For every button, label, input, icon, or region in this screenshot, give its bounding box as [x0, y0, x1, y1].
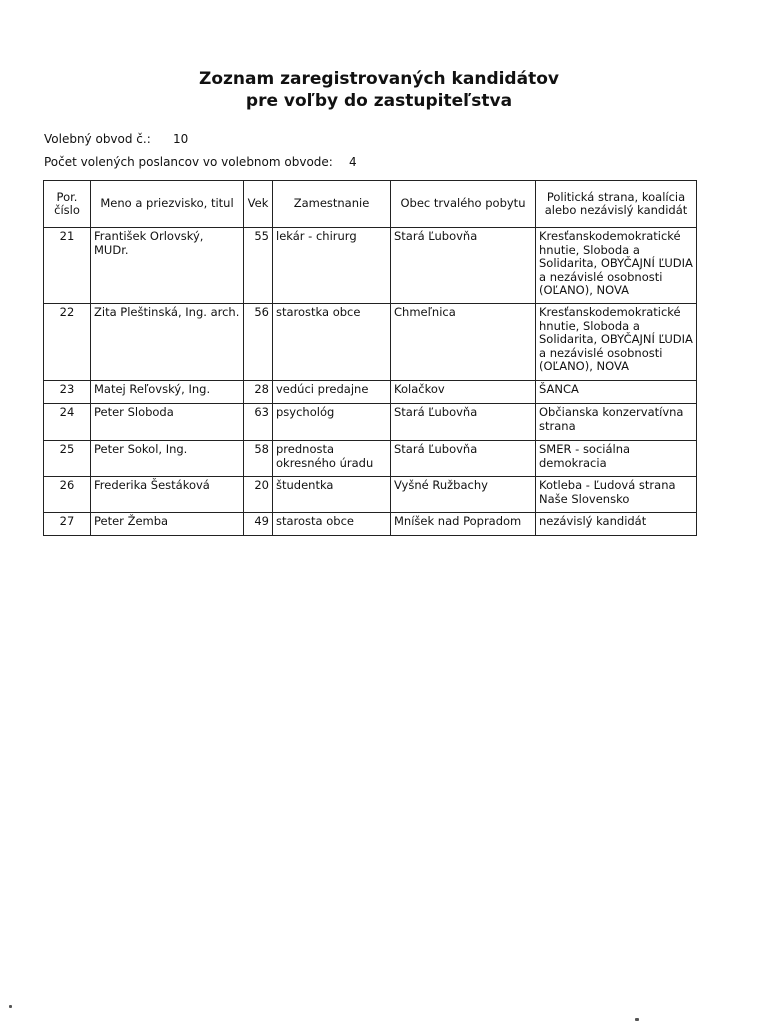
table-row	[44, 513, 697, 536]
cell-num: 24	[44, 404, 91, 441]
cell-job: psychológ	[273, 404, 391, 441]
cell-party: ŠANCA	[536, 381, 697, 404]
cell-name: Peter Sloboda	[91, 404, 244, 441]
scan-speck	[9, 1005, 12, 1008]
cell-name: Peter Žemba	[91, 513, 244, 536]
header-age: Vek	[244, 181, 273, 228]
cell-town: Stará Ľubovňa	[391, 441, 536, 477]
cell-name: František Orlovský, MUDr.	[91, 228, 244, 304]
seats-value: 4	[349, 155, 357, 169]
cell-num: 26	[44, 477, 91, 513]
cell-job: vedúci predajne	[273, 381, 391, 404]
table-row	[44, 441, 697, 477]
header-num: Por. číslo	[44, 181, 91, 228]
cell-age: 49	[244, 513, 273, 536]
table-row	[44, 381, 697, 404]
cell-town: Kolačkov	[391, 381, 536, 404]
cell-num: 25	[44, 441, 91, 477]
cell-name: Matej Reľovský, Ing.	[91, 381, 244, 404]
document-title	[0, 68, 758, 112]
seats-info	[44, 155, 357, 169]
district-value: 10	[173, 132, 189, 146]
cell-num: 22	[44, 304, 91, 381]
cell-town: Chmeľnica	[391, 304, 536, 381]
cell-party: Kresťanskodemokratické hnutie, Sloboda a Solidarita, OBYČAJNÍ ĽUDIA a nezávislé osobnosti (OĽANO), NOVA	[536, 228, 697, 304]
cell-town: Vyšné Ružbachy	[391, 477, 536, 513]
cell-job: lekár - chirurg	[273, 228, 391, 304]
cell-party: Kotleba - Ľudová strana Naše Slovensko	[536, 477, 697, 513]
cell-name: Zita Pleštinská, Ing. arch.	[91, 304, 244, 381]
header-town: Obec trvalého pobytu	[391, 181, 536, 228]
cell-age: 20	[244, 477, 273, 513]
cell-job: starosta obce	[273, 513, 391, 536]
header-party: Politická strana, koalícia alebo nezávislý kandidát	[536, 181, 697, 228]
cell-age: 55	[244, 228, 273, 304]
header-job: Zamestnanie	[273, 181, 391, 228]
cell-num: 21	[44, 228, 91, 304]
header-name: Meno a priezvisko, titul	[91, 181, 244, 228]
table-row	[44, 304, 697, 381]
cell-town: Stará Ľubovňa	[391, 228, 536, 304]
title-line-2: pre voľby do zastupiteľstva	[245, 91, 513, 111]
table-header-row	[44, 181, 697, 228]
cell-num: 23	[44, 381, 91, 404]
table-row	[44, 477, 697, 513]
cell-name: Frederika Šestáková	[91, 477, 244, 513]
district-info	[44, 132, 189, 146]
cell-num: 27	[44, 513, 91, 536]
cell-party: nezávislý kandidát	[536, 513, 697, 536]
table-row	[44, 228, 697, 304]
seats-label: Počet volených poslancov vo volebnom obvode:	[44, 155, 333, 169]
cell-age: 63	[244, 404, 273, 441]
table-row	[44, 404, 697, 441]
cell-party: SMER - sociálna demokracia	[536, 441, 697, 477]
cell-party: Občianska konzervatívna strana	[536, 404, 697, 441]
cell-town: Stará Ľubovňa	[391, 404, 536, 441]
cell-job: študentka	[273, 477, 391, 513]
cell-name: Peter Sokol, Ing.	[91, 441, 244, 477]
cell-age: 56	[244, 304, 273, 381]
scan-speck	[635, 1018, 639, 1021]
cell-job: starostka obce	[273, 304, 391, 381]
cell-age: 58	[244, 441, 273, 477]
cell-job: prednosta okresného úradu	[273, 441, 391, 477]
cell-age: 28	[244, 381, 273, 404]
candidates-table	[43, 180, 697, 536]
cell-party: Kresťanskodemokratické hnutie, Sloboda a Solidarita, OBYČAJNÍ ĽUDIA a nezávislé osobnosti (OĽANO), NOVA	[536, 304, 697, 381]
cell-town: Mníšek nad Popradom	[391, 513, 536, 536]
district-label: Volebný obvod č.:	[44, 132, 151, 146]
title-line-1: Zoznam zaregistrovaných kandidátov	[199, 69, 559, 89]
